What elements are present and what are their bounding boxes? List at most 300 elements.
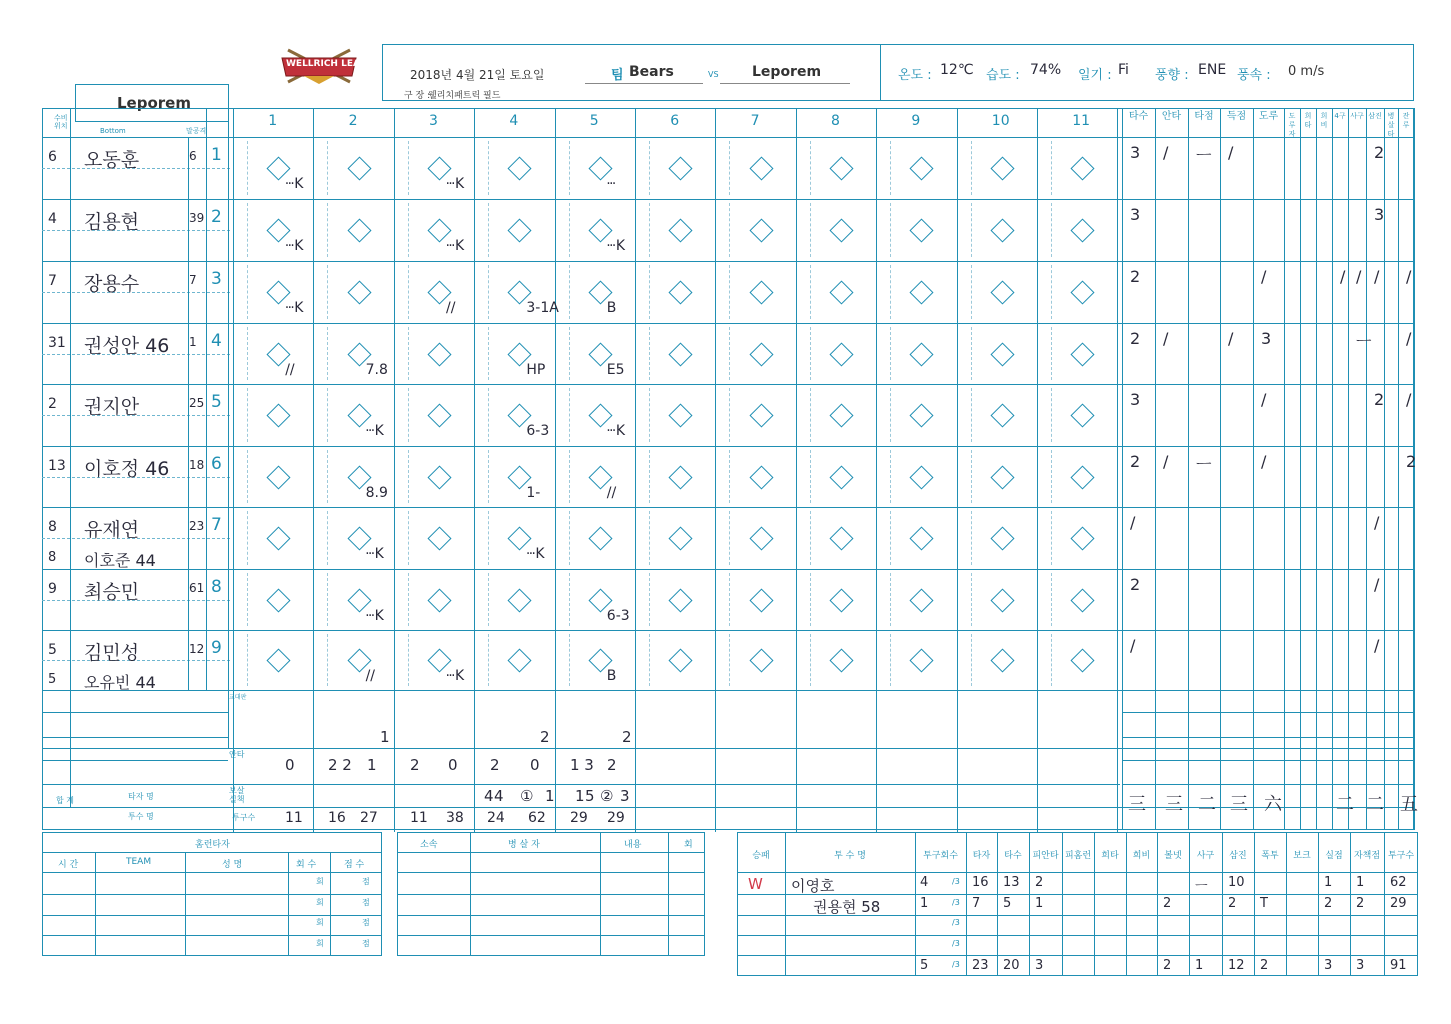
- pitcher-pitches: 29: [1390, 895, 1407, 911]
- grid-line: [408, 573, 409, 626]
- inning-header-5: 5: [589, 113, 599, 129]
- grid-line: [330, 852, 331, 956]
- homerun-inning-unit: 회: [316, 918, 324, 927]
- batter-name: 오동훈: [84, 149, 140, 171]
- tally-mark: 六: [1264, 794, 1282, 815]
- grid-line: [569, 327, 570, 380]
- homerun-inning-unit: 회: [316, 938, 324, 948]
- pitching-header-0: 승패: [752, 851, 770, 861]
- pitching-header-5: 피안타: [1032, 851, 1059, 861]
- grid-line: [488, 450, 489, 503]
- away-team: Leporem: [752, 64, 822, 80]
- grid-line: [327, 450, 328, 503]
- grid-line: [737, 955, 1418, 956]
- humidity-value: 74%: [1030, 62, 1062, 78]
- inning-header-7: 7: [750, 113, 760, 129]
- home-team: Bears: [629, 64, 674, 80]
- pitching-header-7: 희타: [1101, 851, 1119, 861]
- play-mark: ⵈK: [365, 423, 384, 439]
- batter-name: 장용수: [84, 273, 140, 295]
- grid-line: [569, 450, 570, 503]
- grid-line: [971, 141, 972, 195]
- grid-line: [729, 634, 730, 686]
- pitcher-at_bats: 5: [1003, 895, 1012, 911]
- inning-runs: 2: [540, 728, 550, 746]
- side-label: Bottom: [100, 127, 126, 135]
- grid-line: [488, 573, 489, 626]
- play-mark: ⵈK: [446, 238, 465, 254]
- grid-line: [185, 852, 186, 956]
- grid-line: [971, 327, 972, 380]
- play-mark: B: [606, 300, 617, 316]
- batter-stat: /: [1163, 143, 1169, 162]
- grid-line: [42, 137, 1414, 138]
- batter-name: 최승민: [84, 581, 140, 603]
- play-mark: ⵈK: [606, 238, 626, 254]
- inning-errors: 1: [545, 787, 555, 805]
- grid-line: [1122, 108, 1123, 830]
- pitching-header-15: 자책점: [1353, 851, 1381, 861]
- play-mark: ⵈK: [526, 546, 545, 562]
- batter-position: 13: [48, 458, 66, 474]
- grid-line: [233, 108, 234, 832]
- team-name: Leporem: [117, 94, 191, 112]
- grid-line: [810, 203, 811, 257]
- grid-line: [228, 108, 229, 748]
- pitcher-er: 2: [1356, 895, 1365, 911]
- batter-name: 유재연: [84, 519, 140, 541]
- batter-number: 23: [189, 519, 205, 533]
- grid-line: [729, 141, 730, 195]
- grid-line: [729, 265, 730, 319]
- batter-stat: 2: [1130, 329, 1141, 348]
- sub-name: 이호준 44: [84, 551, 156, 570]
- grid-line: [810, 265, 811, 319]
- grid-line: [810, 573, 811, 626]
- inning-hits: 2: [607, 756, 617, 774]
- homerun-inning-unit: 회: [316, 897, 324, 907]
- inning-pitches: 29: [570, 810, 588, 826]
- grid-line: [247, 141, 248, 195]
- inning-hits: 0: [530, 756, 540, 774]
- batter-number: 1: [189, 335, 197, 349]
- grid-line: [42, 507, 1414, 508]
- pitching-total-walks: 2: [1163, 958, 1172, 973]
- team-label: 팀: [611, 68, 624, 83]
- batter-stat: 3: [1130, 390, 1141, 409]
- pitching-total-outs: /3: [952, 960, 960, 969]
- grid-line: [971, 634, 972, 686]
- batter-position: 9: [48, 581, 57, 597]
- grid-line: [810, 511, 811, 565]
- weather-value: Fi: [1118, 62, 1129, 78]
- wind-speed-label: 풍속 :: [1237, 68, 1271, 83]
- homerun-title: 홈런타자: [195, 840, 230, 850]
- grid-line: [810, 450, 811, 503]
- batter-stat: /: [1261, 390, 1267, 409]
- grid-line: [95, 852, 96, 956]
- inning-header-10: 10: [991, 113, 1010, 129]
- inning-hits: 2 2: [328, 756, 352, 774]
- grid-line: [488, 511, 489, 565]
- batting-order: 8: [211, 577, 222, 597]
- grid-line: [1220, 108, 1221, 830]
- grid-line: [715, 108, 716, 832]
- grid-line: [1366, 108, 1367, 830]
- grid-line: [737, 935, 1418, 936]
- grid-line: [408, 265, 409, 319]
- grid-line: [408, 511, 409, 565]
- total-pitchers-label: 투수 명: [128, 812, 154, 821]
- stat-header-1: 안타: [1161, 111, 1182, 122]
- hits-label: 안타: [229, 750, 245, 759]
- tally-mark: 二: [1198, 794, 1216, 815]
- grid-line: [394, 108, 395, 832]
- grid-line: [1284, 108, 1285, 830]
- grid-line: [1348, 108, 1349, 830]
- pitching-total-er: 3: [1356, 958, 1365, 973]
- pitcher-innings: 1: [920, 895, 929, 911]
- grid-line: [737, 872, 1418, 873]
- pitching-header-3: 타자: [972, 851, 991, 861]
- grid-line: [890, 511, 891, 565]
- grid-line: [327, 141, 328, 195]
- play-mark: //: [285, 361, 295, 378]
- grid-line: [971, 573, 972, 626]
- ballpark-label: 구 장 :: [404, 91, 431, 101]
- homerun-header: 회 수: [296, 860, 317, 870]
- grid-line: [971, 265, 972, 319]
- game-date: 2018년 4월 21일 토요일: [410, 68, 545, 82]
- humidity-label: 습도 :: [986, 68, 1020, 83]
- inning-pitches: 24: [487, 810, 505, 826]
- grid-line: [247, 634, 248, 686]
- play-mark: ⵈK: [365, 607, 384, 624]
- tally-mark: 三: [1165, 794, 1183, 815]
- grid-line: [288, 852, 289, 956]
- tally-mark: 三: [1230, 794, 1248, 815]
- grid-line: [890, 388, 891, 442]
- tally-mark: 二: [1336, 794, 1354, 815]
- play-mark: ⵈK: [285, 238, 304, 254]
- grid-line: [1332, 108, 1333, 830]
- batter-stat: /: [1356, 267, 1362, 286]
- play-mark: 7.8: [365, 361, 388, 378]
- stat-header-12: 잔루: [1402, 112, 1410, 129]
- pitching-header-1: 투 수 명: [834, 851, 866, 861]
- pitching-total-runs: 3: [1324, 958, 1333, 973]
- inning-hits: 2: [490, 756, 500, 774]
- inning-header-11: 11: [1072, 113, 1091, 129]
- play-mark: 6-3: [606, 607, 630, 624]
- pitcher-hits: 1: [1035, 895, 1044, 911]
- homerun-points-unit: 점: [362, 938, 370, 948]
- grid-line: [649, 511, 650, 565]
- batter-stat: /: [1374, 575, 1380, 594]
- batting-order: 9: [211, 638, 222, 658]
- grid-line: [42, 852, 382, 853]
- grid-line: [408, 634, 409, 686]
- batter-number: 61: [189, 581, 205, 595]
- grid-line: [569, 388, 570, 442]
- grid-line: [42, 323, 1414, 324]
- pitcher-walks: 2: [1163, 895, 1172, 911]
- grid-line: [1051, 450, 1052, 503]
- pitching-header-14: 실점: [1325, 851, 1343, 861]
- grid-line: [313, 108, 314, 832]
- grid-line: [729, 388, 730, 442]
- grid-line: [971, 203, 972, 257]
- pos-label: 수비 위치: [54, 114, 68, 130]
- stat-header-11: 병살타: [1387, 112, 1395, 138]
- grid-line: [1051, 203, 1052, 257]
- grid-line: [876, 108, 877, 832]
- pitching-total-pitches: 91: [1390, 958, 1407, 973]
- pitching-header-2: 투구회수: [923, 851, 958, 861]
- pitcher-runs: 1: [1324, 875, 1333, 890]
- inning-hits: 1: [367, 756, 377, 774]
- stat-header-8: 4구: [1334, 112, 1346, 120]
- batter-stat: ㅡ: [1196, 455, 1212, 474]
- stat-header-10: 삼진: [1368, 112, 1382, 120]
- pitching-total-wp: 2: [1260, 958, 1269, 973]
- grid-line: [729, 203, 730, 257]
- injury-header: 회: [684, 840, 693, 850]
- inning-header-1: 1: [268, 113, 278, 129]
- grid-line: [890, 573, 891, 626]
- grid-line: [1051, 634, 1052, 686]
- batting-order: 6: [211, 454, 222, 474]
- tally-mark: 三: [1128, 794, 1146, 815]
- grid-line: [957, 108, 958, 832]
- play-mark: ⵈK: [446, 668, 465, 684]
- play-mark: 3-1A: [526, 300, 559, 316]
- grid-line: [810, 327, 811, 380]
- inning-header-6: 6: [670, 113, 680, 129]
- play-mark: ⵈ: [606, 176, 616, 192]
- inning-header-4: 4: [509, 113, 519, 129]
- grid-line: [42, 569, 1414, 570]
- grid-line: [42, 446, 1414, 447]
- pitching-total-at_bats: 20: [1003, 958, 1020, 973]
- grid-line: [649, 203, 650, 257]
- grid-line: [488, 265, 489, 319]
- inning-runs: 1: [380, 728, 390, 746]
- play-mark: 8.9: [365, 484, 388, 501]
- grid-line: [971, 388, 972, 442]
- grid-line: [649, 388, 650, 442]
- grid-line: [247, 511, 248, 565]
- homerun-inning-unit: 회: [316, 877, 324, 886]
- batter-stat: /: [1130, 513, 1136, 532]
- pitching-header-6: 피홈런: [1064, 851, 1092, 861]
- grid-line: [228, 748, 1120, 749]
- grid-line: [397, 852, 705, 853]
- batter-stat: /: [1406, 267, 1412, 286]
- inning-errors: 4: [494, 787, 504, 805]
- inning-header-3: 3: [429, 113, 438, 129]
- batter-number: 18: [189, 458, 205, 472]
- pitching-total-hits: 3: [1035, 958, 1044, 973]
- play-mark: ⵈK: [285, 176, 304, 192]
- homerun-header: 점 수: [344, 860, 365, 870]
- pitcher-result: W: [748, 875, 763, 893]
- pitcher-batters: 16: [972, 875, 989, 890]
- grid-line: [1300, 108, 1301, 830]
- grid-line: [327, 203, 328, 257]
- pitcher-er: 1: [1356, 875, 1365, 890]
- stat-header-0: 타수: [1128, 111, 1149, 122]
- inning-errors: 3: [620, 787, 630, 805]
- pitcher-outs: /3: [952, 877, 960, 886]
- batter-stat: /: [1340, 267, 1346, 286]
- pitching-total-batters: 23: [972, 958, 989, 973]
- grid-line: [810, 388, 811, 442]
- grid-line: [42, 935, 382, 936]
- grid-line: [1051, 265, 1052, 319]
- batter-stat: ㅡ: [1196, 146, 1212, 165]
- grid-line: [488, 634, 489, 686]
- order-label: 말공격: [186, 127, 207, 135]
- tally-mark: 二: [1366, 794, 1384, 815]
- sub-position: 8: [48, 550, 57, 565]
- grid-line: [890, 634, 891, 686]
- pitching-header-16: 투구수: [1387, 851, 1415, 861]
- grid-line: [890, 203, 891, 257]
- grid-line: [228, 807, 1120, 808]
- injury-header: 병 살 자: [508, 840, 540, 850]
- grid-line: [600, 832, 601, 956]
- injury-header: 내용: [624, 840, 642, 850]
- pitcher-outs: /3: [952, 938, 960, 948]
- logo-text: WELLRICH LEAGUE: [286, 59, 381, 69]
- pitcher-innings: 4: [920, 875, 929, 890]
- batter-position: 4: [48, 211, 57, 227]
- grid-line: [327, 511, 328, 565]
- sub-position: 5: [48, 672, 57, 687]
- batter-position: 8: [48, 519, 57, 535]
- batter-number: 12: [189, 642, 205, 656]
- grid-line: [1051, 327, 1052, 380]
- batter-stat: /: [1374, 636, 1380, 655]
- pitcher-wp: T: [1260, 895, 1268, 911]
- wind-dir-label: 풍향 :: [1155, 68, 1189, 83]
- homerun-points-unit: 점: [362, 918, 370, 927]
- grid-line: [70, 108, 71, 690]
- grid-line: [42, 630, 1414, 631]
- grid-line: [247, 573, 248, 626]
- grid-line: [488, 141, 489, 195]
- batter-stat: 3: [1261, 329, 1272, 348]
- pitcher-pitches: 62: [1390, 875, 1407, 890]
- grid-line: [729, 327, 730, 380]
- stat-header-3: 득점: [1226, 111, 1247, 122]
- batting-order: 5: [211, 392, 222, 412]
- play-mark: //: [365, 668, 376, 684]
- grid-line: [569, 573, 570, 626]
- batter-stat: /: [1228, 329, 1234, 348]
- grid-line: [327, 265, 328, 319]
- grid-line: [649, 450, 650, 503]
- batter-stat: 2: [1130, 267, 1141, 286]
- injury-header: 소속: [420, 840, 438, 850]
- grid-line: [810, 141, 811, 195]
- grid-line: [810, 634, 811, 686]
- stat-header-6: 희타: [1304, 112, 1312, 129]
- inning-errors: 5: [585, 787, 595, 805]
- grid-line: [247, 327, 248, 380]
- batter-stat: 3: [1374, 205, 1385, 224]
- grid-line: [1188, 108, 1189, 830]
- grid-line: [668, 832, 669, 956]
- play-mark: 6-3: [526, 423, 550, 439]
- grid-line: [1122, 760, 1414, 761]
- stat-header-7: 희비: [1320, 112, 1328, 129]
- grid-line: [649, 141, 650, 195]
- grid-line: [1155, 108, 1156, 830]
- grid-line: [569, 265, 570, 319]
- grid-line: [327, 634, 328, 686]
- pitching-header-8: 희비: [1132, 851, 1151, 861]
- total-label: 합 계: [56, 796, 74, 805]
- batter-name: 김민성: [84, 642, 140, 664]
- grid-line: [42, 261, 1414, 262]
- inning-header-8: 8: [831, 113, 840, 129]
- grid-line: [1051, 573, 1052, 626]
- inning-errors: 1: [575, 787, 585, 805]
- grid-line: [1398, 108, 1399, 830]
- grid-line: [649, 634, 650, 686]
- pitching-header-13: 보크: [1293, 851, 1311, 861]
- batter-stat: /: [1374, 267, 1380, 286]
- batting-order: 3: [211, 269, 222, 289]
- grid-line: [649, 265, 650, 319]
- play-mark: E5: [606, 361, 625, 378]
- batter-number: 39: [189, 211, 205, 225]
- pitcher-at_bats: 13: [1003, 875, 1020, 890]
- grid-line: [1117, 108, 1118, 832]
- batter-stat: /: [1163, 329, 1169, 348]
- batter-stat: /: [1406, 329, 1412, 348]
- batting-order: 1: [211, 145, 222, 165]
- grid-line: [1253, 108, 1254, 830]
- inning-pitches: 62: [528, 810, 546, 826]
- batter-stat: 2: [1374, 143, 1385, 162]
- wind-speed-value: 0 m/s: [1288, 64, 1325, 79]
- pitching-header-10: 사구: [1196, 851, 1215, 861]
- grid-line: [796, 108, 797, 832]
- batter-position: 5: [48, 642, 57, 658]
- grid-line: [408, 203, 409, 257]
- stat-header-4: 도루: [1258, 111, 1279, 122]
- pitcher-hbp: ㅡ: [1195, 879, 1208, 894]
- pitcher-outs: /3: [952, 918, 960, 927]
- batter-stat: /: [1261, 267, 1267, 286]
- inning-pitches: 11: [410, 810, 428, 826]
- weather-label: 일기 :: [1078, 68, 1112, 83]
- homerun-header: 성 명: [222, 860, 243, 870]
- batter-stat: /: [1261, 452, 1267, 471]
- batter-position: 2: [48, 396, 57, 412]
- batting-order: 7: [211, 515, 222, 535]
- batter-stat: /: [1130, 636, 1136, 655]
- grid-line: [247, 265, 248, 319]
- grid-line: [649, 573, 650, 626]
- batter-number: 25: [189, 396, 205, 410]
- play-mark: ⵈK: [285, 300, 304, 316]
- play-mark: B: [606, 668, 617, 684]
- grid-line: [247, 388, 248, 442]
